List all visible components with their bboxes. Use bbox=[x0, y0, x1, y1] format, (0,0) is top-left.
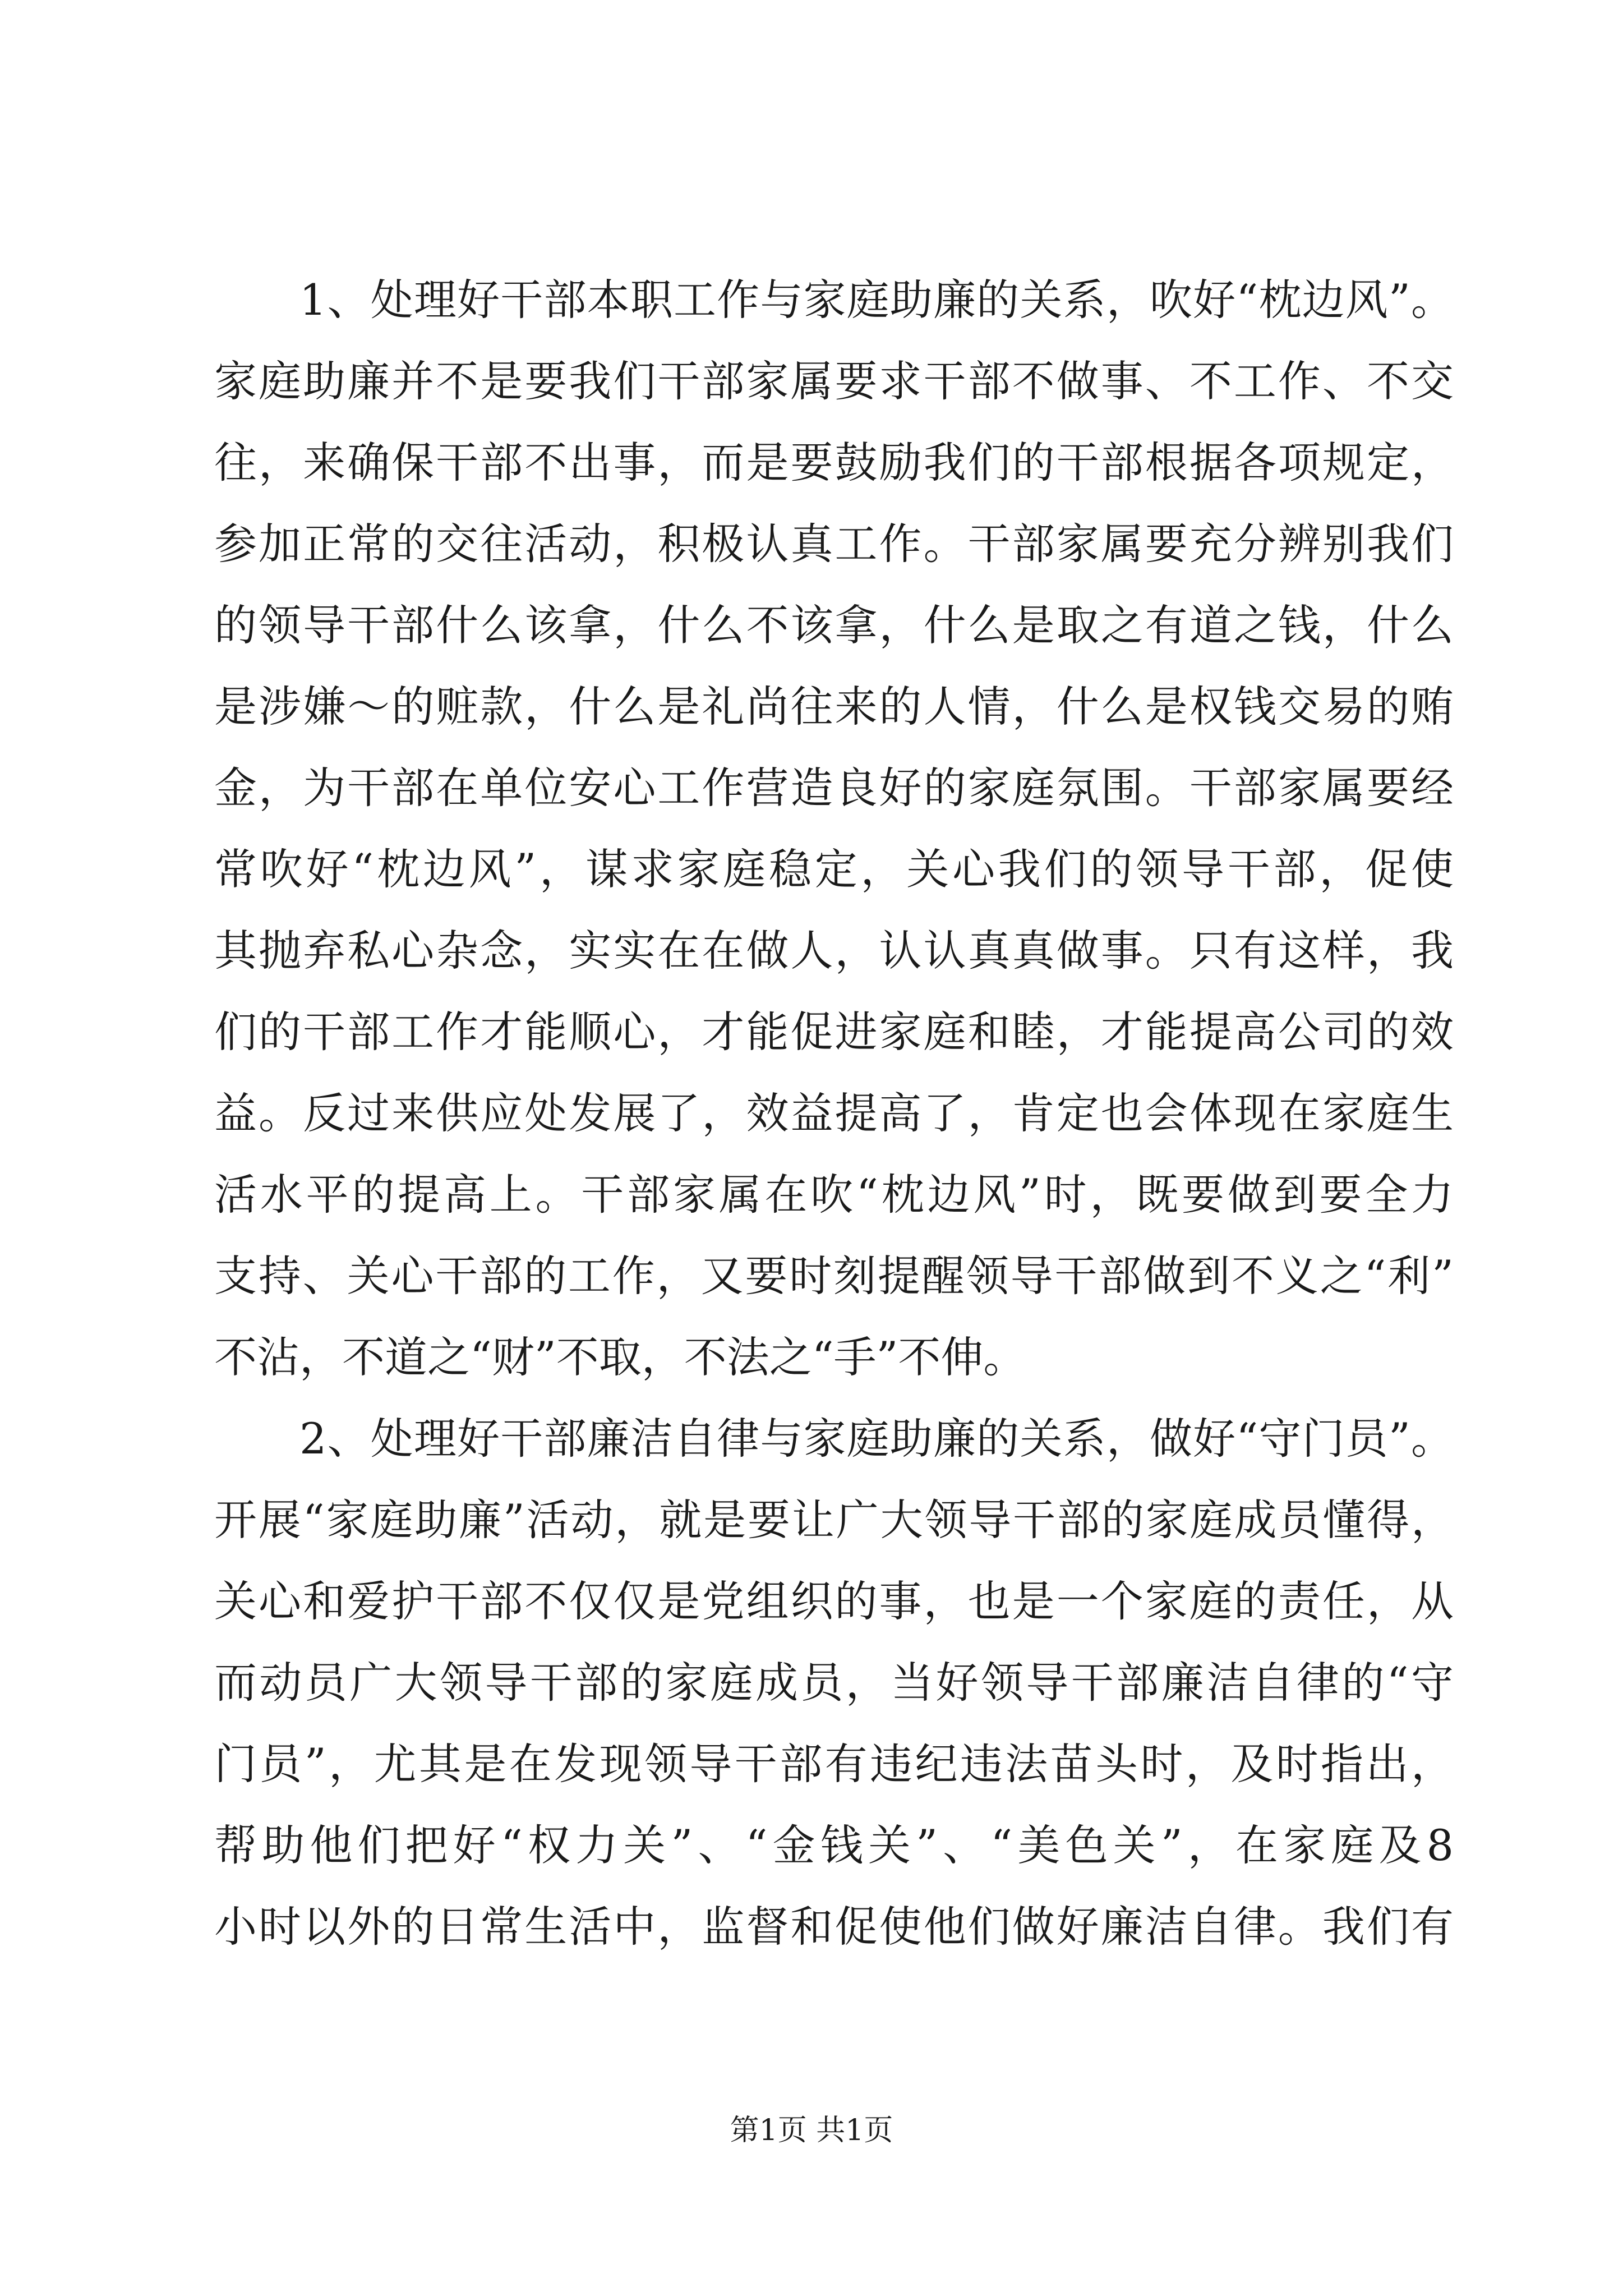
paragraph-1-line-14: 不沾，不道之“财”不取，不法之“手”不伸。 bbox=[214, 1332, 1026, 1382]
paragraph-2-line-1: 2、处理好干部廉洁自律与家庭助廉的关系，做好“守门员”。 bbox=[299, 1414, 1454, 1464]
paragraph-1-line-6: 是涉嫌～的赃款，什么是礼尚往来的人情，什么是权钱交易的贿 bbox=[214, 682, 1454, 731]
paragraph-2-line-3: 关心和爱护干部不仅仅是党组织的事，也是一个家庭的责任，从 bbox=[214, 1576, 1454, 1626]
paragraph-1-line-12: 活水平的提高上。干部家属在吹“枕边风”时，既要做到要全力 bbox=[214, 1170, 1454, 1220]
paragraph-1-line-10: 们的干部工作才能顺心，才能促进家庭和睦，才能提高公司的效 bbox=[214, 1007, 1454, 1057]
paragraph-1-line-1: 1、处理好干部本职工作与家庭助廉的关系，吹好“枕边风”。 bbox=[299, 275, 1454, 325]
paragraph-1-line-7: 金，为干部在单位安心工作营造良好的家庭氛围。干部家属要经 bbox=[214, 763, 1454, 813]
paragraph-1-line-9: 其抛弃私心杂念，实实在在做人，认认真真做事。只有这样，我 bbox=[214, 926, 1454, 976]
paragraph-1-line-3: 往，来确保干部不出事，而是要鼓励我们的干部根据各项规定， bbox=[214, 438, 1454, 487]
paragraph-1-line-13: 支持、关心干部的工作，又要时刻提醒领导干部做到不义之“利” bbox=[214, 1251, 1454, 1301]
paragraph-1-line-11: 益。反过来供应处发展了，效益提高了，肯定也会体现在家庭生 bbox=[214, 1088, 1454, 1138]
paragraph-1-line-5: 的领导干部什么该拿，什么不该拿，什么是取之有道之钱，什么 bbox=[214, 600, 1454, 650]
paragraph-2-line-2: 开展“家庭助廉”活动，就是要让广大领导干部的家庭成员懂得， bbox=[214, 1495, 1454, 1545]
paragraph-1-line-2: 家庭助廉并不是要我们干部家属要求干部不做事、不工作、不交 bbox=[214, 356, 1454, 406]
document-body bbox=[214, 259, 1454, 1967]
paragraph-2-line-4: 而动员广大领导干部的家庭成员，当好领导干部廉洁自律的“守 bbox=[214, 1658, 1454, 1708]
paragraph-1-line-4: 参加正常的交往活动，积极认真工作。干部家属要充分辨别我们 bbox=[214, 519, 1454, 569]
paragraph-2-line-5: 门员”，尤其是在发现领导干部有违纪违法苗头时，及时指出， bbox=[214, 1739, 1454, 1789]
page-number-footer: 第1页 共1页 bbox=[730, 2114, 893, 2147]
paragraph-2-line-7: 小时以外的日常生活中，监督和促使他们做好廉洁自律。我们有 bbox=[214, 1902, 1454, 1952]
paragraph-1-line-8: 常吹好“枕边风”，谋求家庭稳定，关心我们的领导干部，促使 bbox=[214, 844, 1454, 894]
paragraph-2-line-6: 帮助他们把好“权力关”、“金钱关”、“美色关”，在家庭及8 bbox=[214, 1820, 1454, 1870]
